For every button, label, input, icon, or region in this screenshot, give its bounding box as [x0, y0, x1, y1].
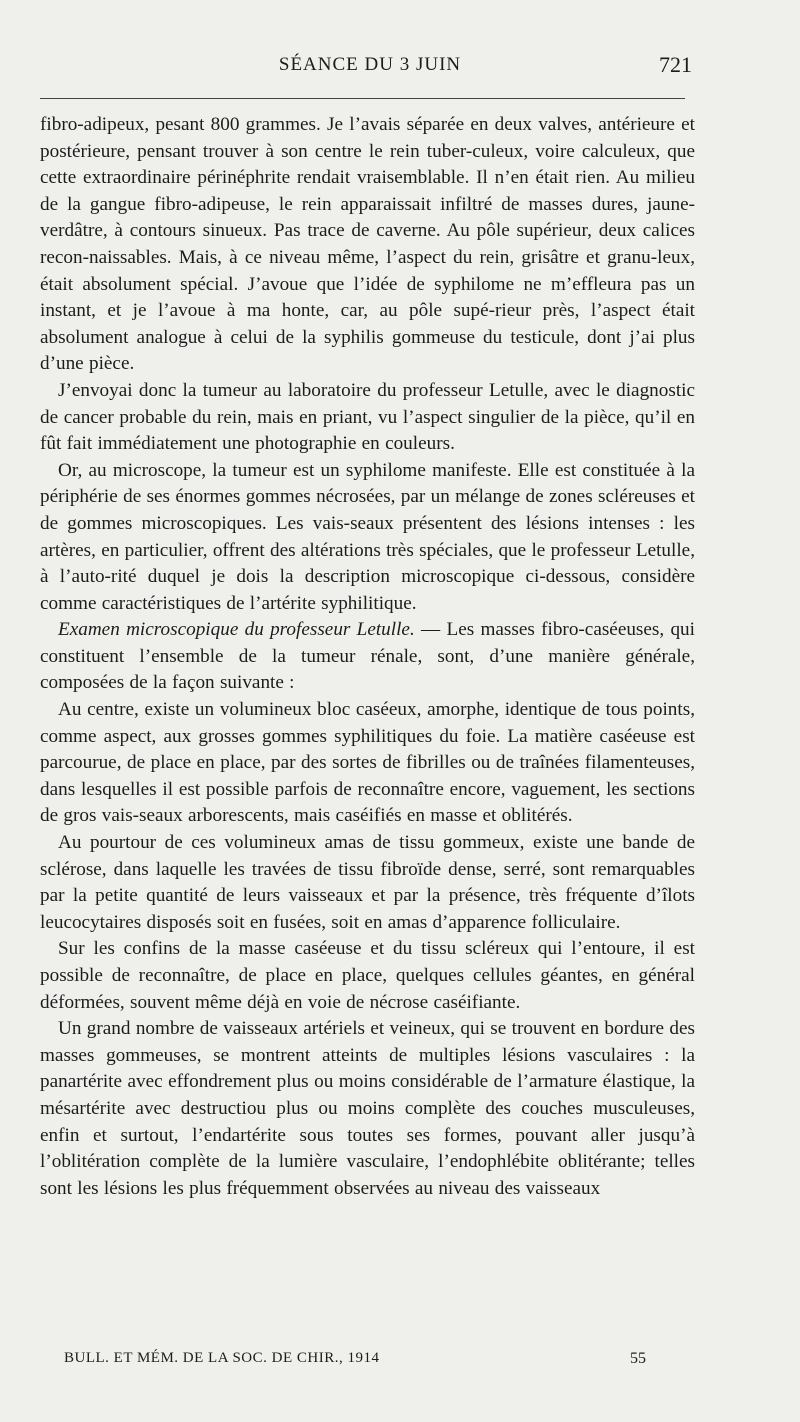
paragraph-8: Un grand nombre de vaisseaux artériels et veineux, qui se trouvent en bordure des masses gommeuses, se montrent atteints de multiples lésions vasculaires : la panartérite avec effondrement plus ou moins considérable de l’armature élastique, la mésartérite avec destructiou plus ou moins complète des couches musculeuses, enfin et surtout, l’endartérite sous toutes ses formes, pouvant aller jusqu’à l’oblitération complète de la lumière vasculaire, l’endophlébite oblitérante; telles sont les lésions les plus fréquemment observées au niveau des vaisseaux — [40, 1018, 695, 1199]
paragraph-2: J’envoyai donc la tumeur au laboratoire du professeur Letulle, avec le diagnostic de cancer probable du rein, mais en priant, vu l’aspect singulier de la pièce, qu’il en fût fait immédiatement une photographie en couleurs. — [40, 379, 695, 455]
exam-text: — Les masses fibro-caséeuses, qui constituent l’ensemble de la tumeur rénale, sont, d’une manière générale, composées de la façon suivante : — [40, 619, 695, 694]
paragraph-5: Au centre, existe un volumineux bloc caséeux, amorphe, identique de tous points, comme aspect, aux grosses gommes syphilitiques du foie. La matière caséeuse est parcourue, de place en place, par des sortes de fibrilles ou de traînées filamenteuses, dans lesquelles il est possible parfois de reconnaître encore, vaguement, les sections de gros vais-seaux arborescents, mais caséifiés en masse et oblitérés. — [40, 699, 695, 827]
footer-source: BULL. ET MÉM. DE LA SOC. DE CHIR., 1914 — [64, 1350, 380, 1366]
running-head: SÉANCE DU 3 JUIN — [278, 54, 462, 75]
page-header — [40, 46, 700, 86]
paragraph-6: Au pourtour de ces volumineux amas de tissu gommeux, existe une bande de sclérose, dans laquelle les travées de tissu fibroïde dense, serré, sont remarquables par la petite quantité de leurs vaisseaux et par la présence, très fréquente d’îlots leucocytaires disposés soit en fusées, soit en amas d’apparence folliculaire. — [40, 832, 695, 933]
body-text — [40, 112, 695, 1202]
signature-mark: 55 — [630, 1350, 646, 1367]
page-footer — [40, 1350, 700, 1374]
exam-title: Examen microscopique du professeur Letulle. — [58, 619, 415, 641]
paragraph-3: Or, au microscope, la tumeur est un syphilome manifeste. Elle est constituée à la périphérie de ses énormes gommes nécrosées, par un mélange de zones scléreuses et de gommes microscopiques. Les vais-seaux présentent des lésions intenses : les artères, en particulier, offrent des altérations très spéciales, que le professeur Letulle, à l’auto-rité duquel je dois la description microscopique ci-dessous, considère comme caractéristiques de l’artérite syphilitique. — [40, 459, 695, 614]
paragraph-7: Sur les confins de la masse caséeuse et du tissu scléreux qui l’entoure, il est possible de reconnaître, de place en place, quelques cellules géantes, en général déformées, souvent même déjà en voie de nécrose caséifiante. — [40, 938, 695, 1013]
header-rule — [40, 98, 685, 99]
exam-paragraph — [40, 617, 695, 697]
paragraph-1: fibro-adipeux, pesant 800 grammes. Je l’avais séparée en deux valves, antérieure et postérieure, pensant trouver à son centre le rein tuber-culeux, voire calculeux, que cette extraordinaire périnéphrite rendait vraisemblable. Il n’en était rien. Au milieu de la gangue fibro-adipeuse, le rein apparaissait infiltré de masses dures, jaune-verdâtre, à contours sinueux. Pas trace de caverne. Au pôle supérieur, deux calices recon-naissables. Mais, à ce niveau même, l’aspect du rein, grisâtre et granu-leux, était absolument spécial. J’avoue que l’idée de syphilome ne m’effleura pas un instant, et je l’avoue à ma honte, car, au pôle supé-rieur près, l’aspect était absolument analogue à celui de la syphilis gommeuse du testicule, dont j’ai plus d’une pièce. — [40, 114, 695, 375]
page-number: 721 — [659, 52, 692, 77]
